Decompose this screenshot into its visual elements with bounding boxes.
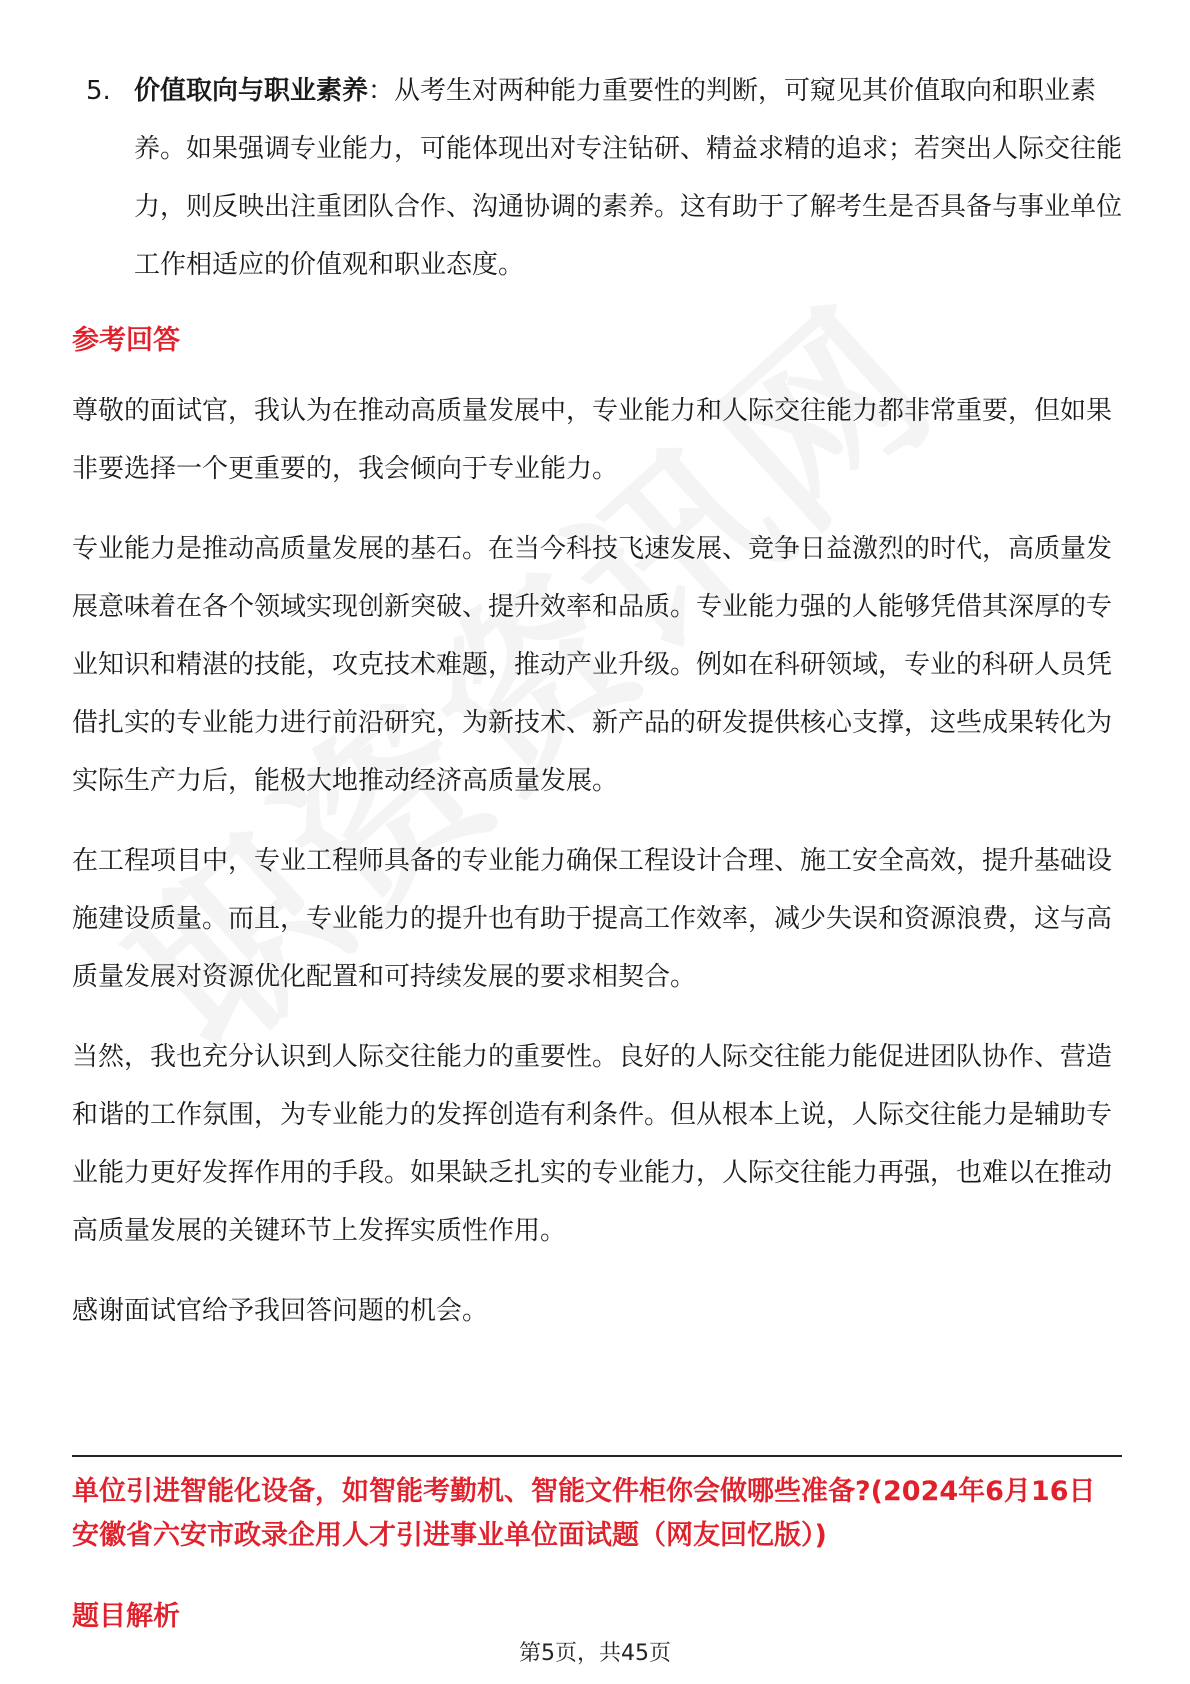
answer-paragraph: 感谢面试官给予我回答问题的机会。 xyxy=(72,1296,489,1326)
answer-paragraph: 尊敬的面试官，我认为在推动高质量发展中，专业能力和人际交往能力都非常重要，但如果非要选择一个更重要的，我会倾向于专业能力。 xyxy=(72,396,1113,484)
answer-paragraph: 当然，我也充分认识到人际交往能力的重要性。良好的人际交往能力能促进团队协作、营造和谐的工作氛围，为专业能力的发挥创造有利条件。但从根本上说，人际交往能力是辅助专业能力更好发挥作用的手段。如果缺乏扎实的专业能力，人际交往能力再强，也难以在推动高质量发展的关键环节上发挥实质性作用。 xyxy=(72,1042,1113,1246)
list-number: 5. xyxy=(86,76,111,106)
answer-paragraph: 专业能力是推动高质量发展的基石。在当今科技飞速发展、竞争日益激烈的时代，高质量发展意味着在各个领域实现创新突破、提升效率和品质。专业能力强的人能够凭借其深厚的专业知识和精湛的技能，攻克技术难题，推动产业升级。例如在科研领域，专业的科研人员凭借扎实的专业能力进行前沿研究，为新技术、新产品的研发提供核心支撑，这些成果转化为实际生产力后，能极大地推动经济高质量发展。 xyxy=(72,534,1113,796)
answer-paragraph: 在工程项目中，专业工程师具备的专业能力确保工程设计合理、施工安全高效，提升基础设施建设质量。而且，专业能力的提升也有助于提高工作效率，减少失误和资源浪费，这与高质量发展对资源优化配置和可持续发展的要求相契合。 xyxy=(72,846,1113,992)
reference-answer-heading: 参考回答 xyxy=(72,325,180,356)
content-area xyxy=(72,62,1122,1340)
list-item-text: ：从考生对两种能力重要性的判断，可窥见其价值取向和职业素养。如果强调专业能力，可能体现出对专注钻研、精益求精的追求；若突出人际交往能力，则反映出注重团队合作、沟通协调的素养。这有助于了解考生是否具备与事业单位工作相适应的价值观和职业态度。 xyxy=(134,76,1123,280)
next-question-title: 单位引进智能化设备，如智能考勤机、智能文件柜你会做哪些准备?(2024年6月16日安徽省六安市政录企用人才引进事业单位面试题（网友回忆版）) xyxy=(72,1476,1096,1551)
list-item-5 xyxy=(72,62,1122,294)
page-number-footer: 第5页，共45页 xyxy=(519,1641,671,1666)
list-item-title: 价值取向与职业素养 xyxy=(134,76,369,106)
section-divider xyxy=(72,1455,1122,1457)
analysis-heading: 题目解析 xyxy=(72,1601,180,1632)
list-item-body xyxy=(134,62,1122,294)
